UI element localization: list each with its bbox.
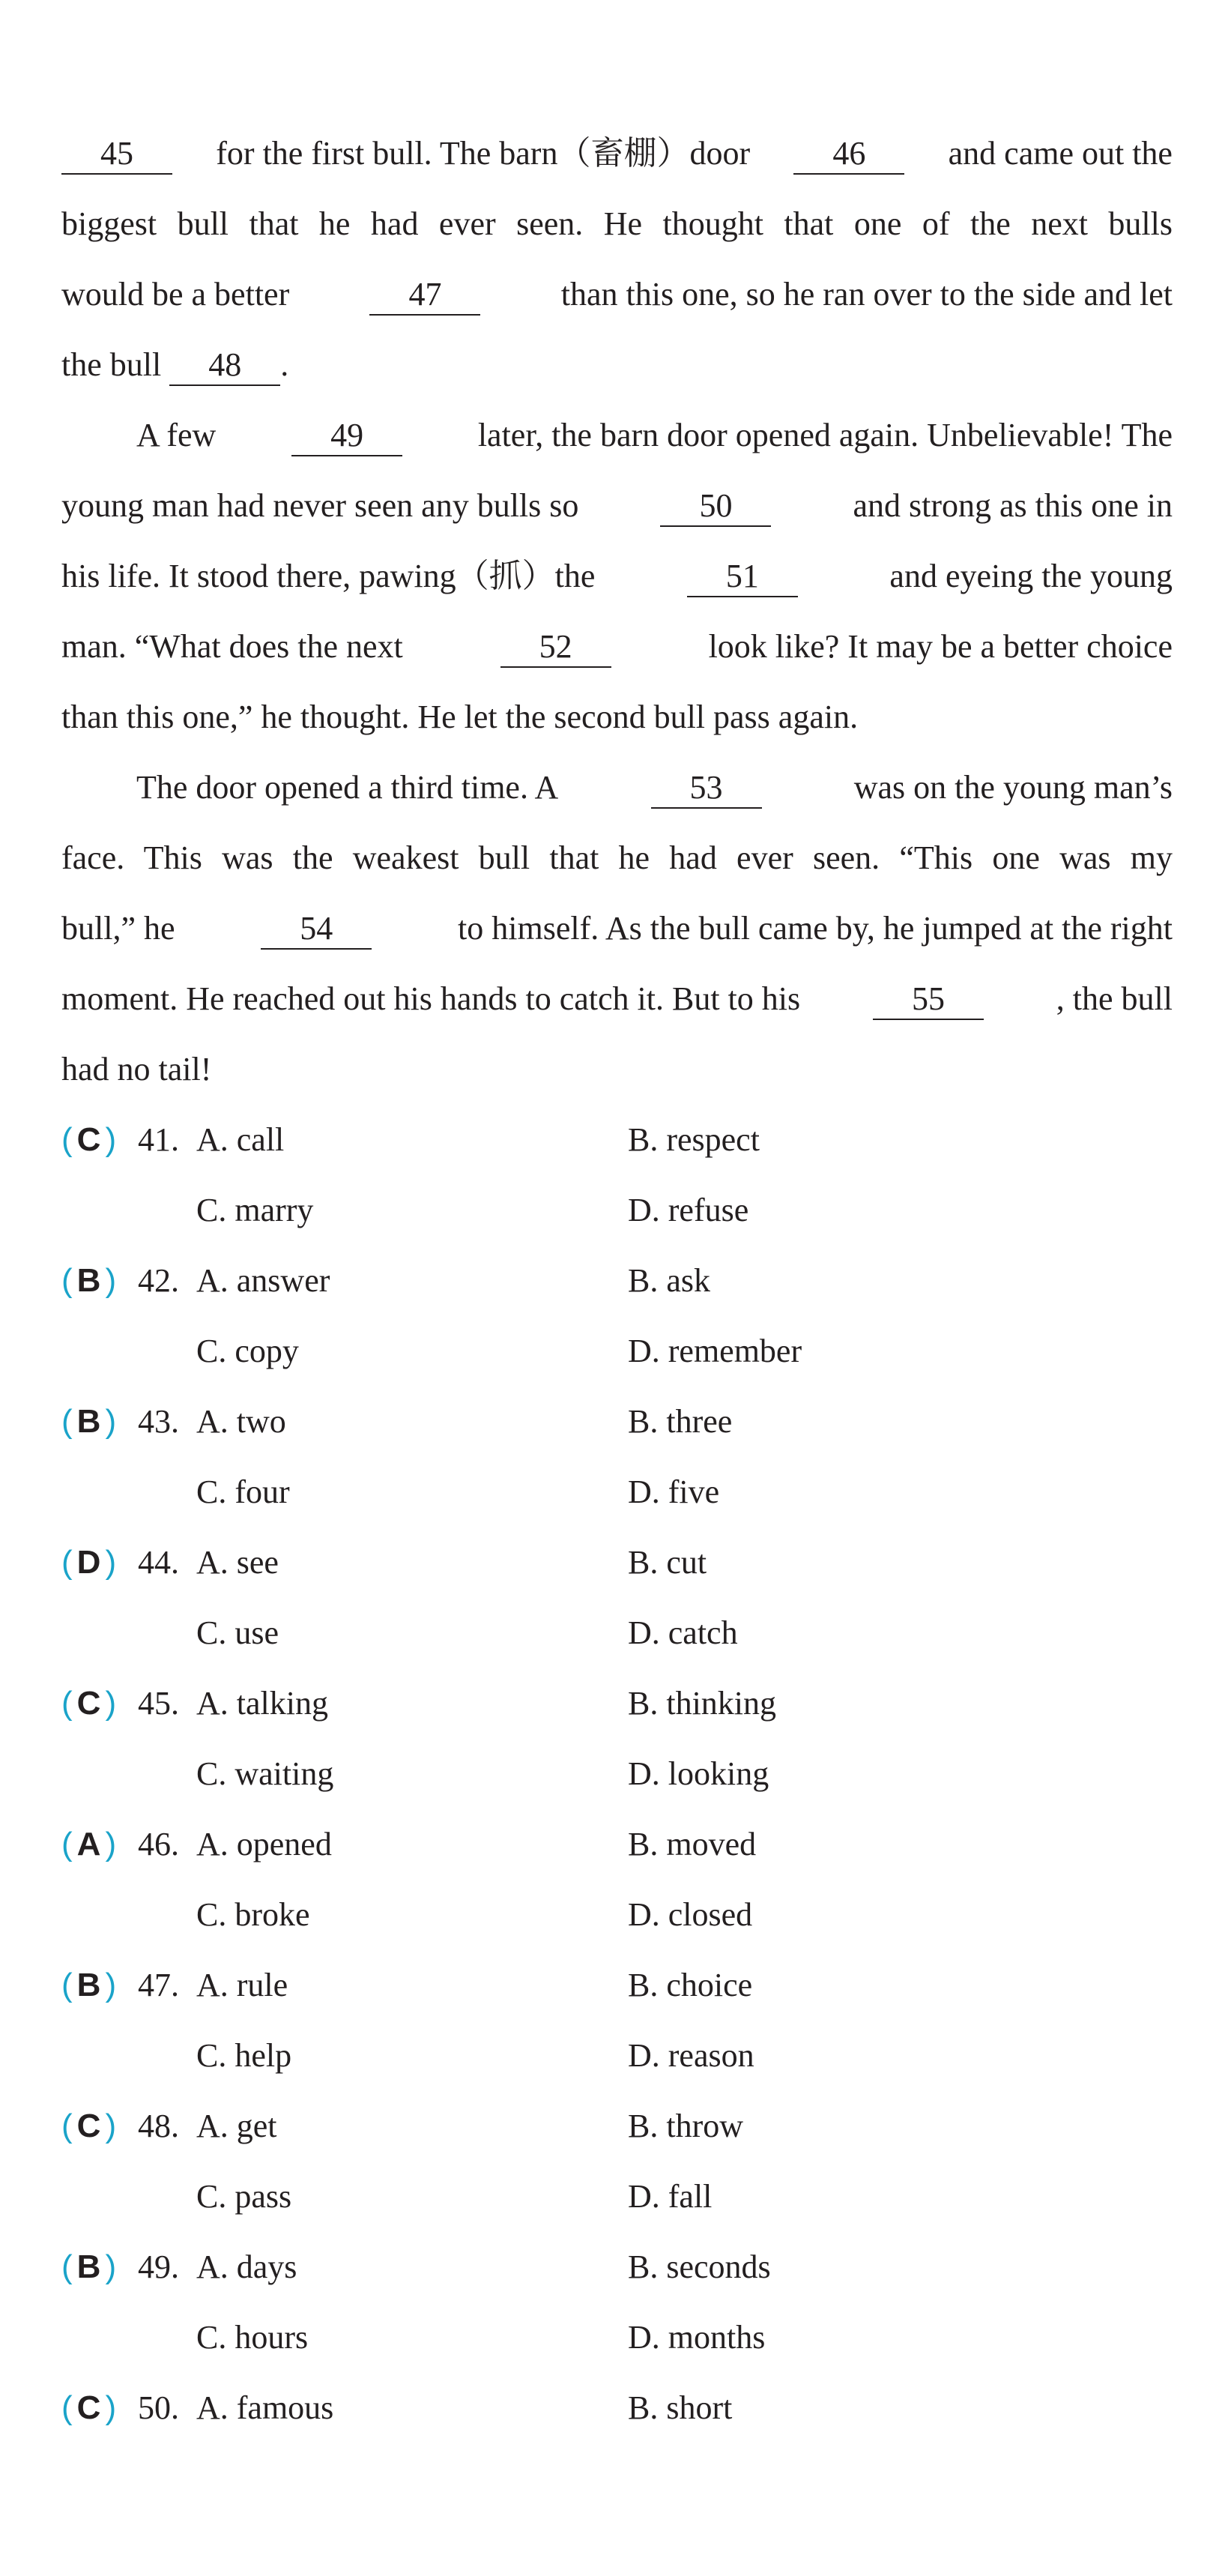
question-42-row2 bbox=[61, 1316, 1173, 1387]
answer-marker: ( B ) bbox=[61, 1403, 117, 1440]
question-49-row1 bbox=[61, 2232, 1173, 2302]
blank-51: 51 bbox=[687, 557, 798, 597]
question-45-row1 bbox=[61, 1668, 1173, 1739]
answer-letter: B bbox=[76, 1403, 101, 1440]
question-46-row2 bbox=[61, 1880, 1173, 1950]
answer-marker: ( C ) bbox=[61, 1121, 117, 1158]
passage-text: and came out the bbox=[948, 135, 1173, 172]
question-number: 43. bbox=[138, 1403, 179, 1440]
question-48-row1 bbox=[61, 2091, 1173, 2162]
answer-marker: ( A ) bbox=[61, 1826, 117, 1862]
option-d: D. five bbox=[628, 1473, 720, 1510]
question-44-row1 bbox=[61, 1527, 1173, 1598]
answer-letter: C bbox=[76, 1685, 101, 1722]
question-50-row1 bbox=[61, 2373, 1173, 2443]
passage-text: than this one, so he ran over to the side and let bbox=[560, 276, 1173, 313]
blank-50: 50 bbox=[660, 486, 771, 527]
passage-text: A few bbox=[136, 417, 217, 453]
answer-letter: B bbox=[76, 1262, 101, 1299]
option-d: D. catch bbox=[628, 1614, 738, 1651]
question-47-row1 bbox=[61, 1950, 1173, 2021]
question-41-row1 bbox=[61, 1105, 1173, 1175]
option-b: B. moved bbox=[628, 1826, 757, 1862]
option-b: B. seconds bbox=[628, 2248, 771, 2285]
blank-48: 48 bbox=[169, 346, 280, 386]
passage-line bbox=[61, 259, 1173, 330]
option-a: A. opened bbox=[196, 1826, 332, 1862]
question-43-row2 bbox=[61, 1457, 1173, 1527]
option-b: B. short bbox=[628, 2389, 733, 2426]
answer-letter: A bbox=[76, 1826, 101, 1862]
option-d: D. fall bbox=[628, 2178, 713, 2215]
passage-line bbox=[61, 964, 1173, 1034]
answer-marker: ( C ) bbox=[61, 2108, 117, 2144]
option-a: A. see bbox=[196, 1544, 279, 1581]
option-b: B. three bbox=[628, 1403, 733, 1440]
passage-text: for the first bull. The barn（畜棚）door bbox=[216, 135, 751, 172]
blank-53: 53 bbox=[651, 768, 762, 809]
option-d: D. refuse bbox=[628, 1192, 749, 1228]
answer-letter: C bbox=[76, 1121, 101, 1158]
option-b: B. ask bbox=[628, 1262, 710, 1299]
passage-text: had no tail! bbox=[61, 1051, 212, 1088]
option-a: A. famous bbox=[196, 2389, 334, 2426]
question-number: 41. bbox=[138, 1121, 179, 1158]
blank-46: 46 bbox=[793, 134, 904, 175]
question-45-row2 bbox=[61, 1739, 1173, 1809]
passage-text: look like? It may be a better choice bbox=[708, 628, 1173, 665]
passage-text: face. This was the weakest bull that he had ever seen. “This one was my bbox=[61, 839, 1173, 876]
question-43-row1 bbox=[61, 1387, 1173, 1457]
passage-line bbox=[61, 189, 1173, 259]
option-a: A. talking bbox=[196, 1685, 328, 1722]
blank-55: 55 bbox=[873, 980, 984, 1020]
question-options bbox=[61, 1105, 1173, 2443]
answer-marker: ( D ) bbox=[61, 1544, 117, 1581]
passage-text: later, the barn door opened again. Unbelievable! The bbox=[477, 417, 1173, 453]
passage-text: and strong as this one in bbox=[853, 487, 1173, 524]
option-c: C. use bbox=[196, 1614, 279, 1651]
option-c: C. broke bbox=[196, 1896, 310, 1933]
answer-letter: C bbox=[76, 2389, 101, 2426]
cloze-passage bbox=[61, 118, 1173, 1105]
blank-52: 52 bbox=[500, 627, 611, 668]
option-b: B. respect bbox=[628, 1121, 760, 1158]
passage-line bbox=[61, 823, 1173, 893]
passage-text: young man had never seen any bulls so bbox=[61, 487, 579, 524]
question-44-row2 bbox=[61, 1598, 1173, 1668]
question-number: 49. bbox=[138, 2248, 179, 2285]
passage-text: to himself. As the bull came by, he jumped at the right bbox=[458, 910, 1173, 947]
blank-47: 47 bbox=[369, 275, 480, 316]
passage-line bbox=[61, 893, 1173, 964]
option-a: A. rule bbox=[196, 1967, 288, 2003]
blank-54: 54 bbox=[261, 909, 372, 950]
answer-letter: D bbox=[76, 1544, 101, 1581]
question-number: 48. bbox=[138, 2108, 179, 2144]
passage-text: man. “What does the next bbox=[61, 628, 403, 665]
passage-text: The door opened a third time. A bbox=[136, 769, 559, 806]
answer-marker: ( B ) bbox=[61, 1262, 117, 1299]
passage-line bbox=[61, 330, 1173, 400]
passage-text: , the bull bbox=[1056, 980, 1173, 1017]
question-number: 50. bbox=[138, 2389, 179, 2426]
option-a: A. answer bbox=[196, 1262, 330, 1299]
question-46-row1 bbox=[61, 1809, 1173, 1880]
answer-letter: B bbox=[76, 1967, 101, 2003]
answer-marker: ( C ) bbox=[61, 1685, 117, 1722]
option-c: C. copy bbox=[196, 1333, 299, 1369]
option-a: A. get bbox=[196, 2108, 277, 2144]
option-c: C. waiting bbox=[196, 1755, 334, 1792]
passage-line bbox=[61, 471, 1173, 541]
question-number: 47. bbox=[138, 1967, 179, 2003]
answer-marker: ( B ) bbox=[61, 1967, 117, 2003]
answer-letter: B bbox=[76, 2248, 101, 2285]
passage-text: biggest bull that he had ever seen. He thought that one of the next bulls bbox=[61, 205, 1173, 242]
passage-line bbox=[61, 612, 1173, 682]
passage-line bbox=[61, 400, 1173, 471]
option-a: A. two bbox=[196, 1403, 286, 1440]
blank-49: 49 bbox=[291, 416, 402, 456]
question-number: 46. bbox=[138, 1826, 179, 1862]
passage-text: the bull bbox=[61, 346, 162, 383]
option-b: B. thinking bbox=[628, 1685, 777, 1722]
option-b: B. throw bbox=[628, 2108, 743, 2144]
passage-line bbox=[61, 682, 1173, 752]
question-number: 44. bbox=[138, 1544, 179, 1581]
question-49-row2 bbox=[61, 2302, 1173, 2373]
answer-letter: C bbox=[76, 2108, 101, 2144]
passage-text: his life. It stood there, pawing（抓）the bbox=[61, 558, 596, 594]
question-48-row2 bbox=[61, 2162, 1173, 2232]
option-c: C. help bbox=[196, 2037, 292, 2074]
option-d: D. closed bbox=[628, 1896, 753, 1933]
passage-text: bull,” he bbox=[61, 910, 175, 947]
passage-text: would be a better bbox=[61, 276, 290, 313]
passage-text: . bbox=[280, 346, 289, 383]
option-d: D. looking bbox=[628, 1755, 769, 1792]
passage-text: was on the young man’s bbox=[853, 769, 1173, 806]
passage-text: and eyeing the young bbox=[889, 558, 1173, 594]
passage-line bbox=[61, 118, 1173, 189]
passage-line bbox=[61, 752, 1173, 823]
option-c: C. marry bbox=[196, 1192, 314, 1228]
option-b: B. choice bbox=[628, 1967, 753, 2003]
blank-45: 45 bbox=[61, 134, 172, 175]
option-c: C. pass bbox=[196, 2178, 292, 2215]
option-b: B. cut bbox=[628, 1544, 707, 1581]
option-c: C. hours bbox=[196, 2319, 309, 2356]
question-number: 45. bbox=[138, 1685, 179, 1722]
question-42-row1 bbox=[61, 1246, 1173, 1316]
passage-line bbox=[61, 1034, 1173, 1105]
option-d: D. remember bbox=[628, 1333, 802, 1369]
option-c: C. four bbox=[196, 1473, 290, 1510]
question-41-row2 bbox=[61, 1175, 1173, 1246]
answer-marker: ( B ) bbox=[61, 2248, 117, 2285]
passage-text: moment. He reached out his hands to catch it. But to his bbox=[61, 980, 801, 1017]
question-number: 42. bbox=[138, 1262, 179, 1299]
passage-text: than this one,” he thought. He let the second bull pass again. bbox=[61, 699, 859, 735]
option-a: A. call bbox=[196, 1121, 285, 1158]
option-d: D. months bbox=[628, 2319, 766, 2356]
question-47-row2 bbox=[61, 2021, 1173, 2091]
answer-marker: ( C ) bbox=[61, 2389, 117, 2426]
option-d: D. reason bbox=[628, 2037, 754, 2074]
option-a: A. days bbox=[196, 2248, 297, 2285]
passage-line bbox=[61, 541, 1173, 612]
